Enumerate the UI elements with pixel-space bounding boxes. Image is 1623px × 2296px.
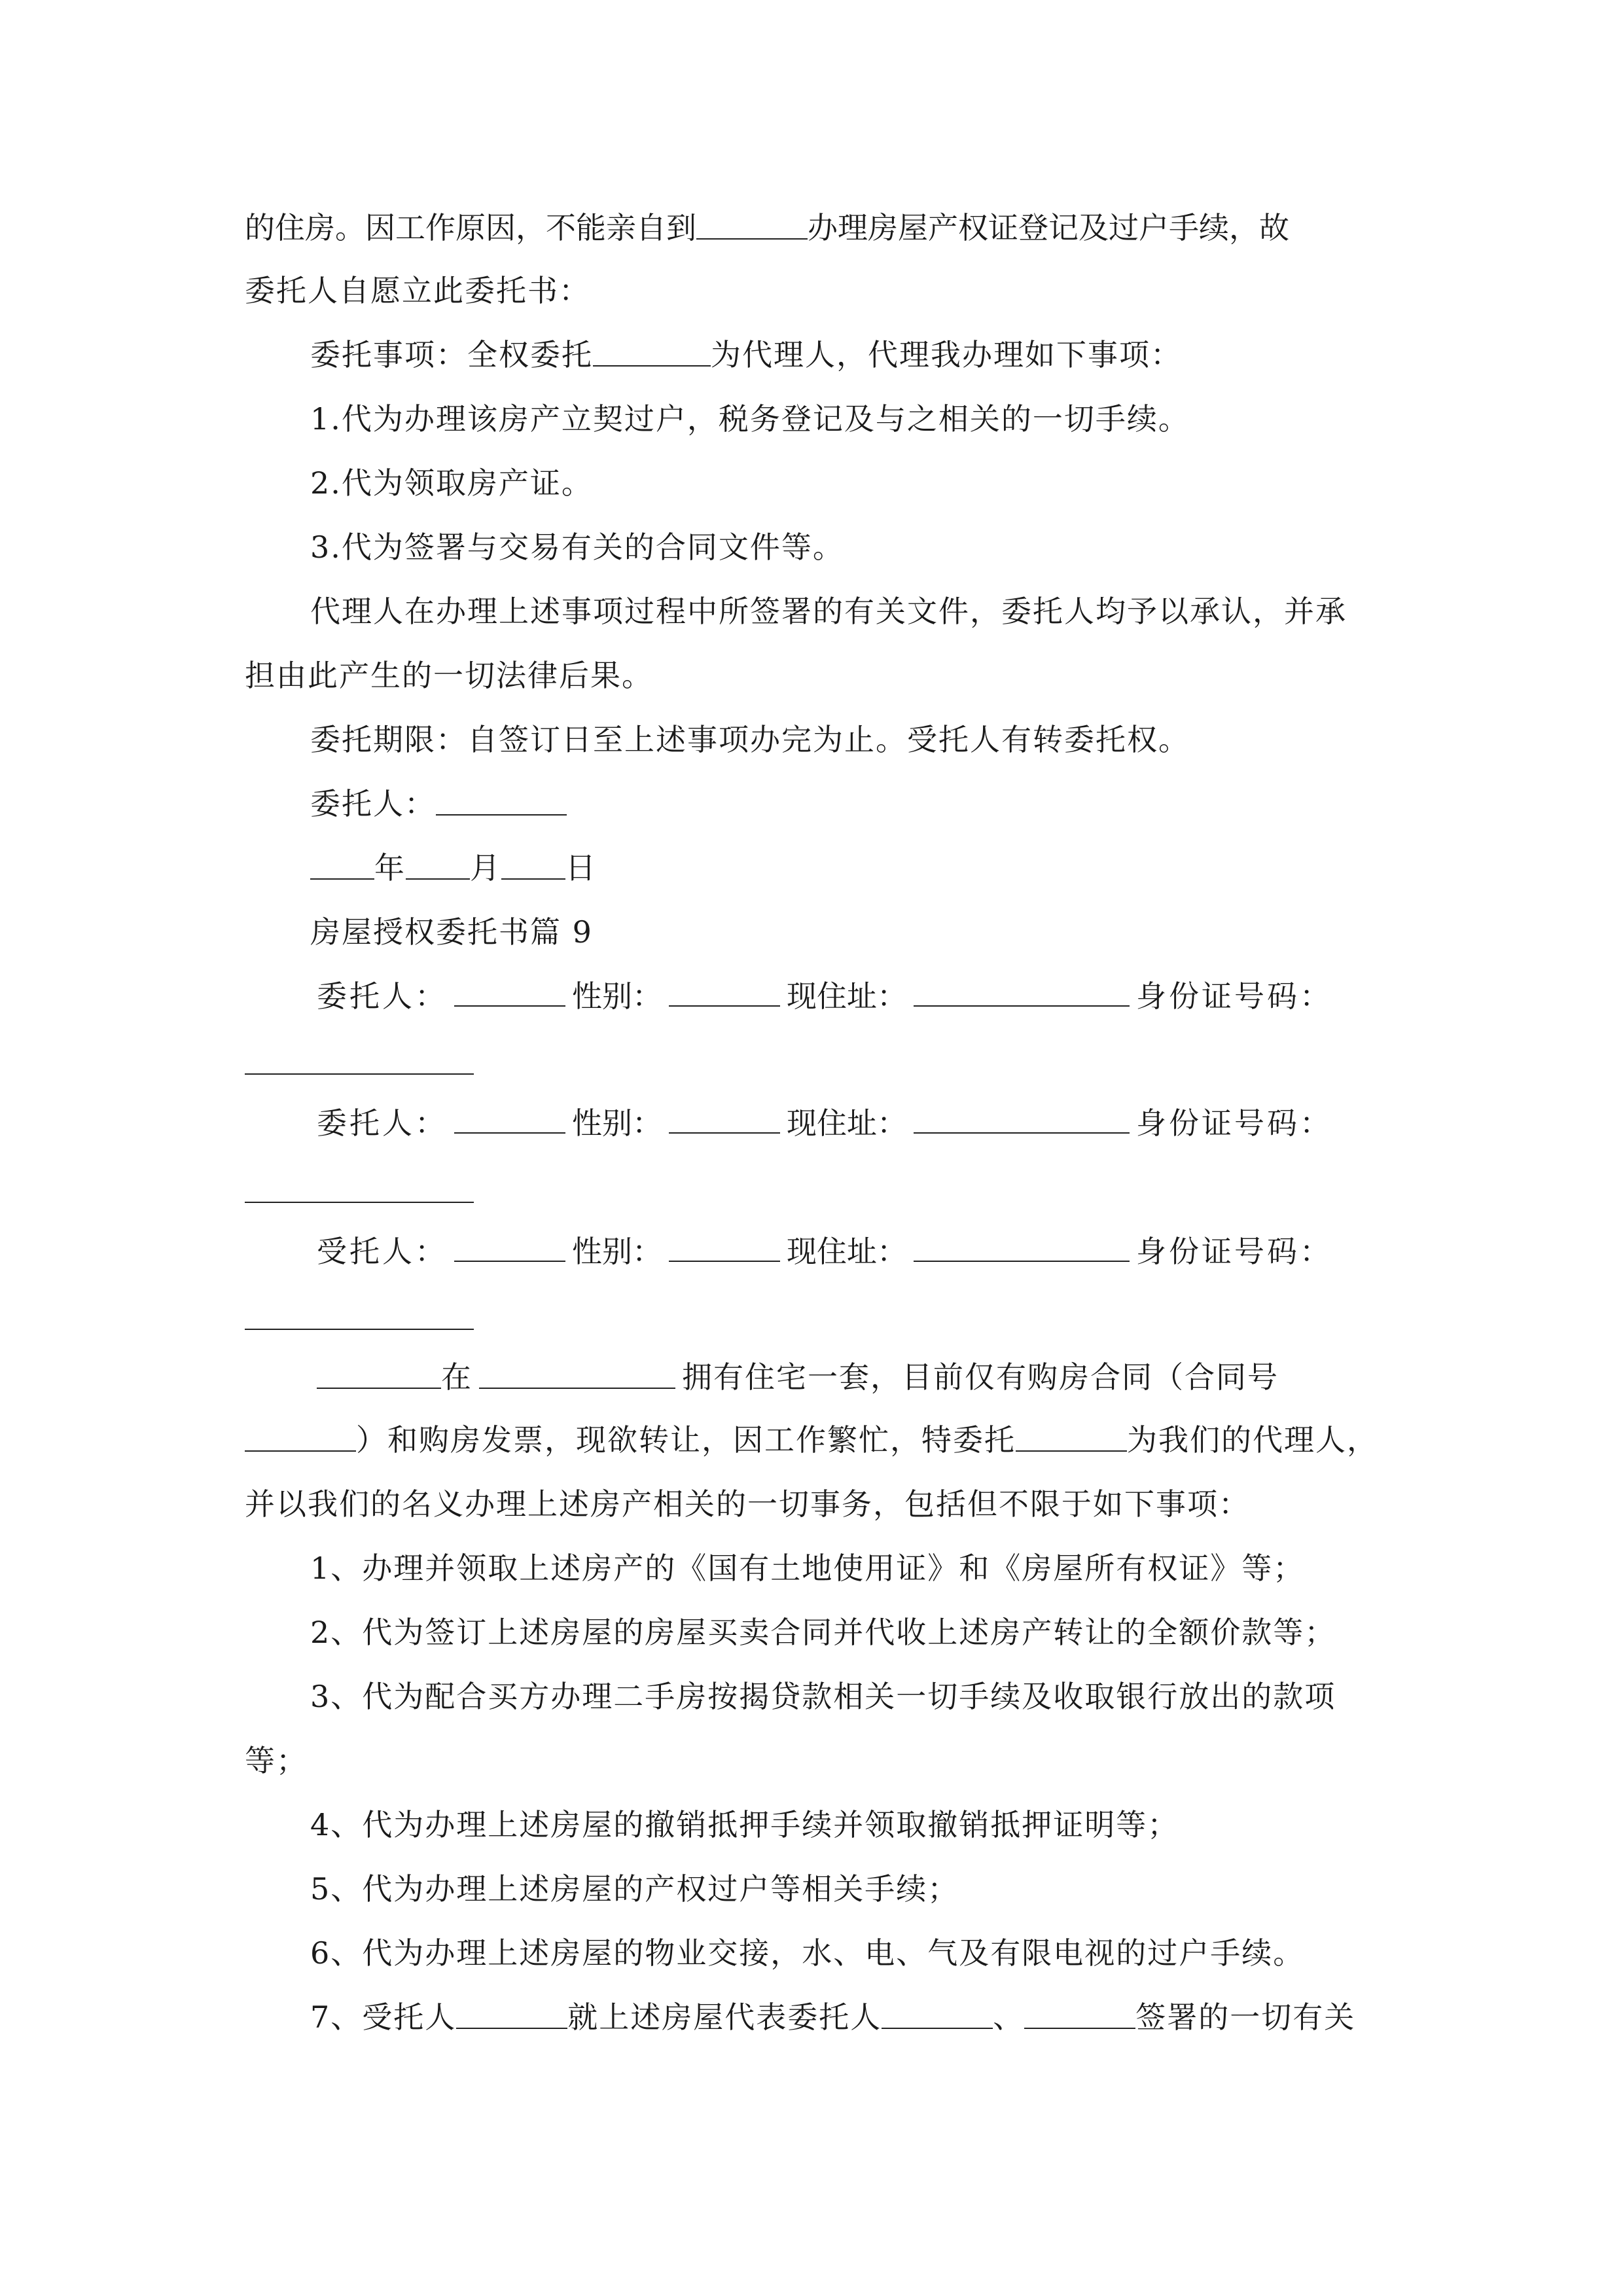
signature-line (310, 784, 567, 823)
party-1-gender-label: 性别： (572, 978, 662, 1014)
blank-contract-no (245, 1420, 356, 1452)
party-1-id-label: 身份证号码： (1136, 978, 1332, 1014)
party-row-3 (317, 1230, 1332, 1271)
blank-party-1-address (914, 975, 1130, 1007)
party-1-role: 委托人： (317, 978, 448, 1014)
matters-lead-a: 委托事项：全权委托 (310, 337, 593, 372)
blank-day (501, 848, 565, 880)
month-label: 月 (470, 850, 501, 886)
intro-line-2: 委托人自愿立此委托书： (245, 273, 590, 308)
item7-text-c: 、 (993, 2000, 1025, 2035)
blank-item7-principal-2 (1024, 1998, 1135, 2029)
party-3-address-label: 现住址： (787, 1234, 907, 1269)
section-title: 房屋授权委托书篇 9 (310, 914, 593, 950)
party-1-address-label: 现住址： (787, 978, 907, 1014)
day-label: 日 (565, 850, 597, 886)
matters-item-2: 2.代为领取房产证。 (310, 465, 593, 501)
party-3-gender-label: 性别： (572, 1234, 662, 1269)
blank-party-3-name (454, 1230, 565, 1262)
blank-item7-agent (456, 1998, 567, 2029)
intro-text-b: 办理房屋产权证登记及过户手续，故 (808, 210, 1289, 245)
blank-party-3-gender (669, 1230, 780, 1262)
signature-label: 委托人： (310, 786, 436, 821)
party-3-role: 受托人： (317, 1234, 448, 1269)
blank-party-1-gender (669, 975, 780, 1007)
matters-lead-b: 为代理人，代理我办理如下事项： (711, 337, 1182, 372)
matters-item-1: 1.代为办理该房产立契过户，税务登记及与之相关的一切手续。 (310, 401, 1190, 437)
blank-party-1-name (454, 975, 565, 1007)
blank-signature (436, 784, 567, 816)
blank-agent (593, 335, 711, 367)
term-line: 委托期限：自签订日至上述事项办完为止。受托人有转委托权。 (310, 722, 1190, 757)
matters-lead (310, 335, 1182, 374)
property-text-a: 在 (441, 1359, 473, 1395)
blank-proxy (1016, 1420, 1127, 1452)
item7-text-a: 7、受托人 (310, 2000, 457, 2035)
blank-item7-principal-1 (882, 1998, 993, 2029)
property-text-b: 拥有住宅一套，目前仅有购房合同（合同号 (682, 1359, 1279, 1395)
property-text-d: 为我们的代理人， (1127, 1422, 1378, 1458)
scope-item-2: 2、代为签订上述房屋的房屋买卖合同并代收上述房产转让的全额价款等； (310, 1615, 1336, 1650)
blank-property-location (479, 1357, 675, 1389)
party-3-id-label: 身份证号码： (1136, 1234, 1332, 1269)
party-row-2 (317, 1102, 1332, 1143)
item7-text-b: 就上述房屋代表委托人 (567, 2000, 882, 2035)
matters-item-3: 3.代为签署与交易有关的合同文件等。 (310, 529, 844, 565)
scope-item-1: 1、办理并领取上述房产的《国有土地使用证》和《房屋所有权证》等； (310, 1551, 1305, 1586)
scope-item-6: 6、代为办理上述房屋的物业交接，水、电、气及有限电视的过户手续。 (310, 1935, 1305, 1971)
blank-party-2-id (245, 1202, 474, 1203)
property-line-3: 并以我们的名义办理上述房产相关的一切事务，包括但不限于如下事项： (245, 1486, 1250, 1522)
scope-item-7 (310, 1998, 1355, 2037)
date-line (310, 848, 597, 888)
item7-text-d: 签署的一切有关 (1135, 2000, 1356, 2035)
blank-party-2-gender (669, 1102, 780, 1134)
intro-text-a: 的住房。因工作原因，不能亲自到 (245, 210, 696, 245)
property-text-c: ）和购房发票，现欲转让，因工作繁忙，特委托 (356, 1422, 1016, 1458)
blank-party-2-address (914, 1102, 1130, 1134)
blank-party-3-address (914, 1230, 1130, 1262)
scope-item-3: 3、代为配合买方办理二手房按揭贷款相关一切手续及收取银行放出的款项 (310, 1679, 1336, 1714)
scope-item-3-cont: 等； (245, 1743, 308, 1778)
blank-location (696, 208, 808, 240)
property-line-1 (317, 1357, 1279, 1397)
blank-party-3-id (245, 1329, 474, 1330)
blank-party-1-id (245, 1073, 474, 1075)
blank-owners (317, 1357, 441, 1389)
scope-item-5: 5、代为办理上述房屋的产权过户等相关手续； (310, 1871, 959, 1907)
blank-party-2-name (454, 1102, 565, 1134)
confirm-line-1: 代理人在办理上述事项过程中所签署的有关文件，委托人均予以承认，并承 (310, 594, 1347, 629)
blank-year (310, 848, 374, 880)
confirm-line-2: 担由此产生的一切法律后果。 (245, 658, 653, 693)
property-line-2 (245, 1420, 1378, 1460)
party-2-role: 委托人： (317, 1105, 448, 1141)
party-2-address-label: 现住址： (787, 1105, 907, 1141)
blank-month (406, 848, 470, 880)
party-2-gender-label: 性别： (572, 1105, 662, 1141)
party-row-1 (317, 975, 1332, 1016)
party-2-id-label: 身份证号码： (1136, 1105, 1332, 1141)
year-label: 年 (374, 850, 406, 886)
intro-line-1 (245, 208, 1378, 247)
scope-item-4: 4、代为办理上述房屋的撤销抵押手续并领取撤销抵押证明等； (310, 1807, 1179, 1842)
